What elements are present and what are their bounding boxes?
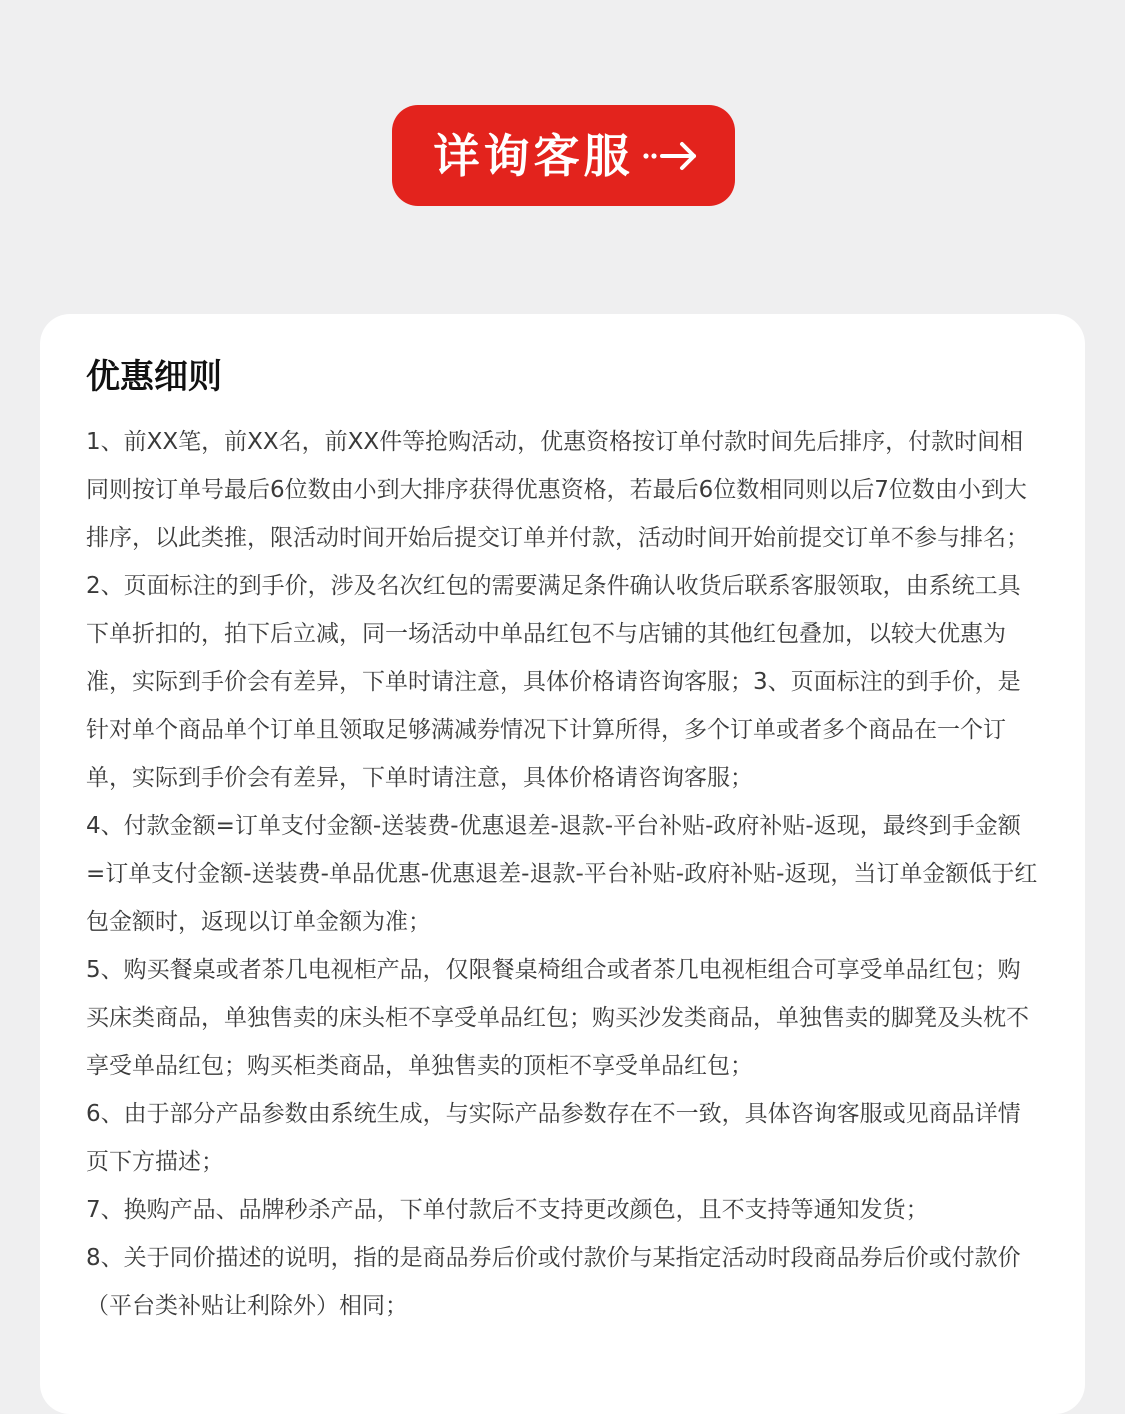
contact-service-button[interactable] [392, 105, 735, 206]
discount-details-title: 优惠细则 [86, 357, 222, 397]
dotted-arrow-right-icon [642, 139, 700, 173]
contact-service-label: 详询客服 [433, 128, 634, 183]
rule-item-2: 2、页面标注的到手价，涉及名次红包的需要满足条件确认收货后联系客服领取，由系统工具下单折扣的，拍下后立减，同一场活动中单品红包不与店铺的其他红包叠加，以较大优惠为准，实际到手价会有差异，下单时请注意，具体价格请咨询客服；3、页面标注的到手价，是针对单个商品单个订单且领取足够满减券情况下计算所得，多个订单或者多个商品在一个订单，实际到手价会有差异，下单时请注意，具体价格请咨询客服； [86, 573, 1021, 791]
rule-item-1: 1、前XX笔，前XX名，前XX件等抢购活动，优惠资格按订单付款时间先后排序，付款时间相同则按订单号最后6位数由小到大排序获得优惠资格，若最后6位数相同则以后7位数由小到大排序，以此类推，限活动时间开始后提交订单并付款，活动时间开始前提交订单不参与排名； [86, 429, 1029, 551]
rules-list [86, 418, 1039, 1330]
rule-item-4: 4、付款金额=订单支付金额-送装费-优惠退差-退款-平台补贴-政府补贴-返现，最终到手金额=订单支付金额-送装费-单品优惠-优惠退差-退款-平台补贴-政府补贴-返现，当订单金额低于红包金额时，返现以订单金额为准； [86, 813, 1038, 935]
rule-item-7: 7、换购产品、品牌秒杀产品，下单付款后不支持更改颜色，且不支持等通知发货； [86, 1197, 929, 1223]
rule-item-5: 5、购买餐桌或者茶几电视柜产品，仅限餐桌椅组合或者茶几电视柜组合可享受单品红包；购买床类商品，单独售卖的床头柜不享受单品红包；购买沙发类商品，单独售卖的脚凳及头枕不享受单品红包；购买柜类商品，单独售卖的顶柜不享受单品红包； [86, 957, 1029, 1079]
rule-item-8: 8、关于同价描述的说明，指的是商品券后价或付款价与某指定活动时段商品券后价或付款价（平台类补贴让利除外）相同； [86, 1245, 1021, 1319]
discount-details-card [40, 314, 1085, 1414]
rule-item-6: 6、由于部分产品参数由系统生成，与实际产品参数存在不一致，具体咨询客服或见商品详情页下方描述； [86, 1101, 1021, 1175]
